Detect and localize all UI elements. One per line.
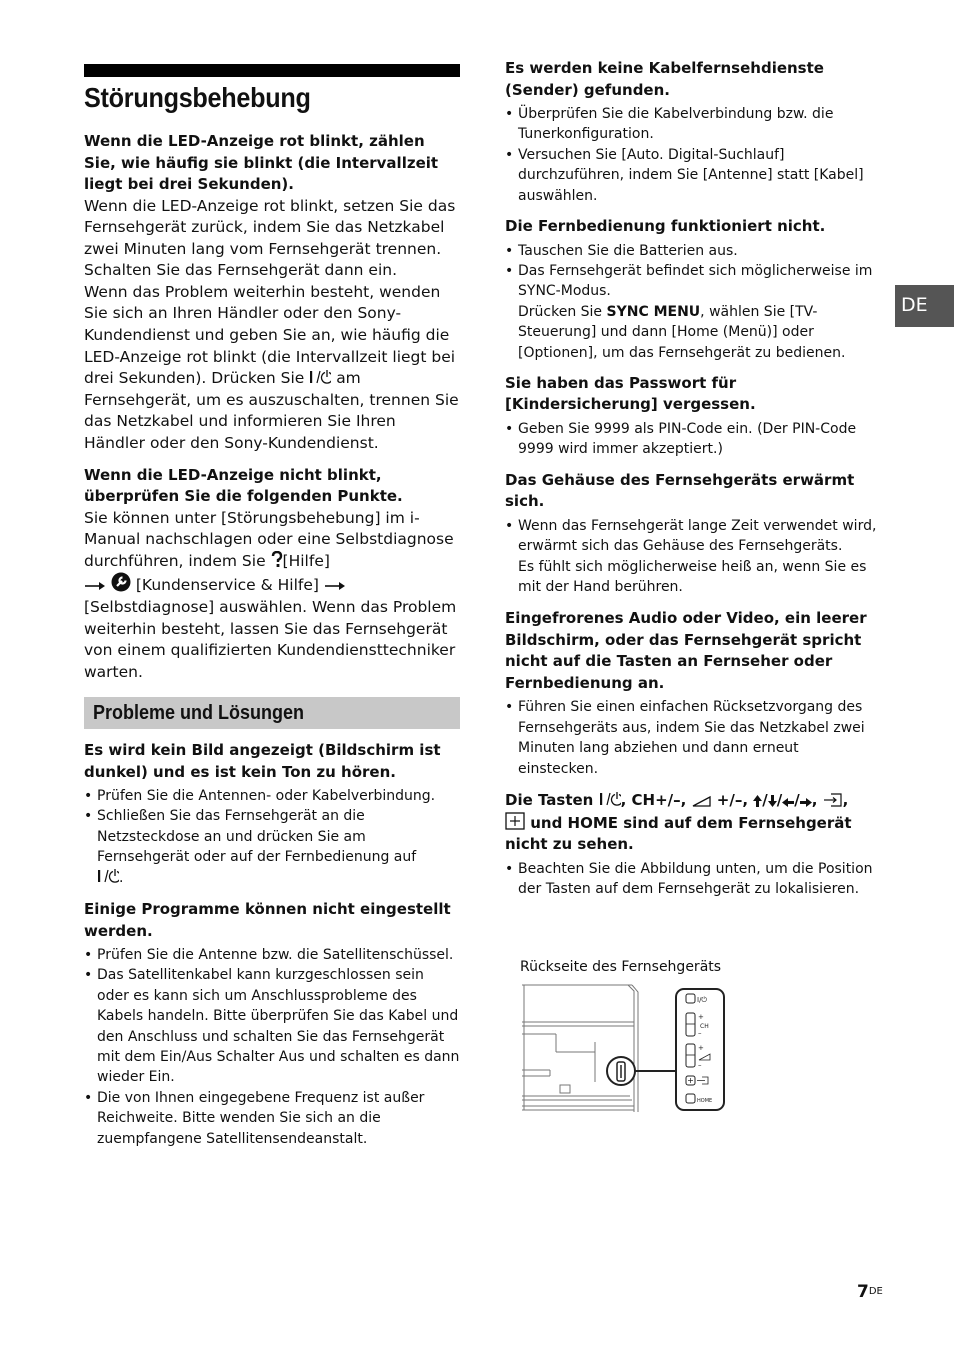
text-segment: / <box>794 791 800 810</box>
language-tab-label: DE <box>901 294 928 316</box>
list-remote <box>505 241 881 363</box>
text-segment: / <box>762 791 768 810</box>
list-item <box>84 806 460 888</box>
list-item: • Prüfen Sie die Antennen- oder Kabelverbindung. <box>84 786 460 806</box>
list-item: • Die von Ihnen eingegebene Frequenz ist außer Reichweite. Bitte wenden Sie sich an die zuempfangene Satellitensendeanstalt. <box>84 1088 460 1149</box>
list-item: • Beachten Sie die Abbildung unten, um die Position der Tasten auf dem Fernsehgerät zu lokalisieren. <box>505 859 881 900</box>
section-header <box>84 697 460 729</box>
volume-icon <box>692 795 712 807</box>
heading-led-blinks: Wenn die LED-Anzeige rot blinkt, zählen Sie, wie häufig sie blinkt (die Intervallzeit liegt bei drei Sekunden). <box>84 132 439 193</box>
text-segment: , wählen Sie [TV-Steuerung] und dann [Home (Menü)] oder [Optionen], um das Fernsehgerät zu bedienen. <box>518 303 846 361</box>
text-segment: [Hilfe] <box>282 551 330 570</box>
enter-icon <box>505 812 525 830</box>
power-icon <box>599 791 621 807</box>
question-no-picture: Es wird kein Bild angezeigt (Bildschirm ist dunkel) und es ist kein Ton zu hören. <box>84 741 441 781</box>
left-column-qa <box>84 740 460 1149</box>
arrow-up-icon <box>753 795 762 807</box>
tv-back-figure <box>520 982 730 1114</box>
list-item <box>505 516 881 598</box>
text-segment: Die Tasten <box>505 791 594 810</box>
svg-text:–: – <box>698 1029 702 1037</box>
page-number-value: 7 <box>857 1282 869 1302</box>
text-segment: . <box>119 869 124 886</box>
paragraph-self-diagnosis <box>84 508 460 684</box>
input-icon <box>823 793 843 807</box>
text-segment: Drücken Sie <box>518 303 603 320</box>
arrow-right-icon <box>84 580 106 592</box>
text-segment: / <box>776 791 783 810</box>
question-programs: Einige Programme können nicht eingestellt werden. <box>84 900 451 940</box>
left-column <box>84 131 460 683</box>
paragraph-problem-persists <box>84 282 460 455</box>
help-icon <box>271 551 283 568</box>
home-label: HOME <box>697 1098 713 1104</box>
list-cable <box>505 104 881 206</box>
paragraph-reset: Wenn die LED-Anzeige rot blinkt, setzen Sie das Fernsehgerät zurück, indem Sie das Netzkabel zwei Minuten lang vom Fernsehgerät trennen. Schalten Sie das Fernsehgerät dann ein. <box>84 196 456 280</box>
section-title: Probleme und Lösungen <box>93 702 305 724</box>
list-item: • Führen Sie einen einfachen Rücksetzvorgang des Fernsehgeräts aus, indem Sie das Netzkabel zwei Minuten lang abziehen und dann erneut einstecken. <box>505 697 881 779</box>
list-programs <box>84 945 460 1149</box>
list-item: • Versuchen Sie [Auto. Digital-Suchlauf] durchzuführen, indem Sie [Antenne] statt [Kabel] auswählen. <box>505 145 881 206</box>
question-remote: Die Fernbedienung funktioniert nicht. <box>505 217 826 236</box>
text-segment: Wenn das Problem weiterhin besteht, wenden Sie sich an Ihren Händler oder den Sony-Kundendienst und geben Sie an, wie häufig die LED-Anzeige rot blinkt (die Intervallzeit liegt bei drei Sekunden). Drücken Sie <box>84 282 456 388</box>
right-column <box>505 58 881 899</box>
list-housing-warm <box>505 516 881 598</box>
page-number <box>857 1281 883 1303</box>
question-cable: Es werden keine Kabelfernsehdienste (Sender) gefunden. <box>505 59 824 99</box>
text-segment: Das Fernsehgerät befindet sich möglicherweise im SYNC-Modus. <box>518 262 873 300</box>
list-item: • Geben Sie 9999 als PIN-Code ein. (Der PIN-Code 9999 wird immer akzeptiert.) <box>505 419 881 460</box>
text-segment: , <box>811 791 818 810</box>
heading-led-not-blinking: Wenn die LED-Anzeige nicht blinkt, überprüfen Sie die folgenden Punkte. <box>84 465 403 506</box>
sync-menu-label: SYNC MENU <box>606 303 701 320</box>
list-item: • Überprüfen Sie die Kabelverbindung bzw. die Tunerkonfiguration. <box>505 104 881 145</box>
text-segment: , <box>842 791 849 810</box>
title-bar <box>84 64 460 77</box>
page-title: Störungsbehebung <box>84 82 311 113</box>
list-item: • Tauschen Sie die Batterien aus. <box>505 241 881 261</box>
figure-caption: Rückseite des Fernsehgeräts <box>520 959 722 975</box>
text-segment: +/–, <box>716 791 749 810</box>
text-segment: , CH+/–, <box>620 791 687 810</box>
text-segment: am Fernsehgerät, um es auszuschalten, trennen Sie das Netzkabel und informieren Sie Ihren Händler oder den Sony-Kundendienst. <box>84 369 459 453</box>
text-segment: Es fühlt sich möglicherweise heiß an, wenn Sie es mit der Hand berühren. <box>518 558 867 595</box>
power-icon <box>309 369 331 385</box>
list-item: • Prüfen Sie die Antenne bzw. die Satellitenschüssel. <box>84 945 460 965</box>
wrench-icon <box>111 572 131 592</box>
arrow-right-icon <box>800 798 812 807</box>
page-suffix: DE <box>868 1286 883 1297</box>
list-frozen <box>505 697 881 779</box>
list-item <box>505 261 881 363</box>
list-item: • Das Satellitenkabel kann kurzgeschlossen sein oder es kann sich um Anschlussprobleme des Kabels handeln. Bitte überprüfen Sie das Kabel und den Anschluss und schalten Sie das Fernsehgerät mit dem Ein/Aus Schalter Aus und schalten es dann wieder Ein. <box>84 965 460 1087</box>
question-housing-warm: Das Gehäuse des Fernsehgeräts erwärmt sich. <box>505 470 855 511</box>
text-segment: Wenn das Fernsehgerät lange Zeit verwendet wird, erwärmt sich das Gehäuse des Fernsehgeräts. <box>518 517 877 555</box>
button-panel <box>607 989 724 1110</box>
svg-text:+: + <box>698 1044 704 1052</box>
arrow-right-icon <box>324 580 346 592</box>
text-segment: und HOME sind auf dem Fernsehgerät nicht zu sehen. <box>505 813 852 854</box>
list-no-picture <box>84 786 460 888</box>
question-frozen: Eingefrorenes Audio oder Video, ein leerer Bildschirm, oder das Fernsehgerät spricht nicht auf die Tasten an Fernseher oder Fernbedienung an. <box>505 609 867 692</box>
svg-text:+: + <box>698 1013 704 1021</box>
question-password: Sie haben das Passwort für [Kindersicherung] vergessen. <box>505 373 756 414</box>
question-buttons <box>505 790 881 856</box>
svg-text:I/⏻: I/⏻ <box>697 996 707 1004</box>
text-segment: Schließen Sie das Fernsehgerät an die Netzsteckdose an und drücken Sie am Fernsehgerät oder auf der Fernbedienung auf <box>97 808 417 866</box>
ch-label: CH <box>700 1023 709 1030</box>
arrow-left-icon <box>782 798 794 807</box>
arrow-down-icon <box>768 795 777 807</box>
text-segment: Sie können unter [Störungsbehebung] im i-Manual nachschlagen oder eine Selbstdiagnose durchführen, indem Sie <box>84 508 454 570</box>
list-password <box>505 419 881 460</box>
language-tab <box>895 285 954 327</box>
text-segment: [Kundenservice & Hilfe] <box>135 576 319 595</box>
text-segment: [Selbstdiagnose] auswählen. Wenn das Problem weiterhin besteht, lassen Sie das Fernsehgerät von einem qualifizierten Kundendiensttechniker warten. <box>84 598 457 681</box>
power-icon <box>97 868 119 884</box>
list-buttons <box>505 859 881 900</box>
svg-text:–: – <box>698 1061 702 1069</box>
